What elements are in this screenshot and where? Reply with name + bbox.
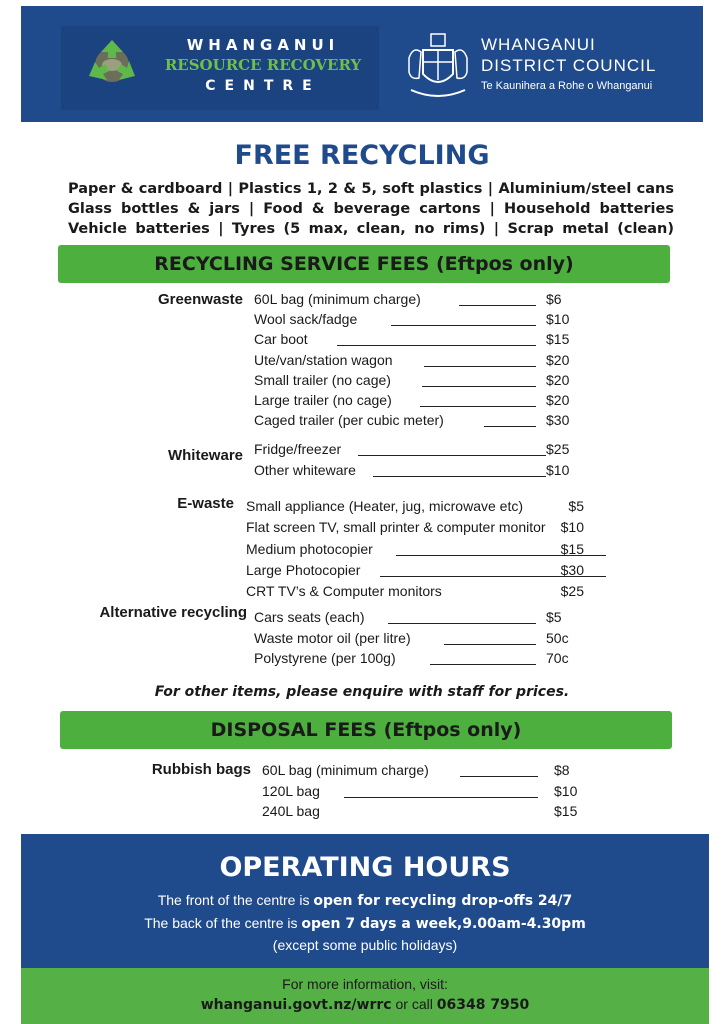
free-items-line2: Glass bottles & jars | Food & beverage cartons | Household batteries [68, 201, 674, 217]
leader-line [344, 797, 538, 798]
price-row-label: Car boot [254, 331, 308, 348]
price-row [262, 803, 662, 821]
leader-line [391, 325, 536, 326]
price-row-value: $25 [546, 441, 570, 457]
price-row-label: Polystyrene (per 100g) [254, 650, 396, 666]
resource-recovery-centre-logo [61, 26, 379, 110]
price-row-label: Caged trailer (per cubic meter) [254, 412, 444, 429]
price-row-value: $20 [546, 351, 570, 368]
leader-line [337, 345, 536, 346]
price-row-value: $10 [546, 311, 570, 328]
leader-line [373, 476, 546, 477]
price-row-value: $30 [546, 412, 570, 429]
leader-line [422, 386, 536, 387]
rrc-name-line1: WHANGANUI [186, 36, 340, 54]
price-row [262, 762, 662, 780]
price-row-label: Medium photocopier [246, 540, 373, 557]
hours-line2-prefix: The back of the centre is [144, 915, 298, 931]
price-row-label: Large trailer (no cage) [254, 392, 392, 408]
operating-hours-title: OPERATING HOURS [219, 852, 511, 883]
price-row-value: 50c [546, 629, 569, 646]
council-maori-name: Te Kaunihera a Rohe o Whanganui [481, 80, 653, 92]
footer-url-link[interactable]: whanganui.govt.nz/wrrc [200, 997, 392, 1013]
price-row-value: $25 [560, 583, 584, 600]
greenwaste-label: Greenwaste [157, 291, 243, 308]
price-row-label: Fridge/freezer [254, 441, 342, 457]
price-row-label: 60L bag (minimum charge) [254, 291, 421, 307]
recycle-icon [83, 36, 141, 94]
free-recycling-title: FREE RECYCLING [234, 140, 490, 171]
operating-hours-panel [21, 834, 709, 968]
price-row-label: Wool sack/fadge [254, 311, 358, 328]
price-row-label: Other whiteware [254, 462, 356, 478]
price-row-value: $30 [560, 561, 584, 578]
price-row [254, 331, 654, 349]
price-row-value: $15 [554, 803, 578, 819]
leader-line [460, 776, 538, 777]
footer-line2 [21, 996, 709, 1013]
leader-line [484, 426, 536, 427]
price-row-value: $5 [546, 609, 562, 625]
leader-line [459, 305, 536, 306]
price-row [254, 291, 654, 309]
price-row-label: Flat screen TV, small printer & computer monitor [246, 519, 546, 536]
free-items-line1: Paper & cardboard | Plastics 1, 2 & 5, soft plastics | Aluminium/steel cans [68, 181, 674, 197]
council-name-line2: DISTRICT COUNCIL [481, 56, 657, 75]
price-row-value: $10 [554, 782, 578, 799]
price-row-value: $6 [546, 291, 562, 307]
price-row [262, 783, 662, 801]
hours-line2 [21, 915, 709, 932]
council-name [481, 34, 656, 76]
price-row-label: Large Photocopier [246, 561, 361, 578]
price-row-value: $8 [554, 762, 570, 778]
price-row-value: $15 [546, 331, 570, 348]
price-row-value: $5 [568, 498, 584, 514]
price-row [254, 630, 654, 648]
price-row-label: Cars seats (each) [254, 609, 365, 625]
price-row [246, 519, 646, 537]
footer-or-call: or call [395, 996, 433, 1012]
price-row-label: Small appliance (Heater, jug, microwave etc) [246, 498, 524, 514]
price-row [254, 441, 654, 459]
price-row-label: 60L bag (minimum charge) [262, 762, 429, 778]
price-row [254, 650, 654, 668]
price-row [254, 392, 654, 410]
rrc-name-line2: RESOURCE RECOVERY [164, 56, 362, 74]
price-row-value: $10 [546, 462, 570, 478]
leader-line [424, 366, 536, 367]
hours-line3: (except some public holidays) [272, 937, 458, 953]
free-items-line3: Vehicle batteries | Tyres (5 max, clean, no rims) | Scrap metal (clean) [68, 221, 674, 237]
leader-line [444, 644, 536, 645]
price-row-value: 70c [546, 650, 569, 666]
price-row [246, 541, 646, 559]
hours-line1 [21, 892, 709, 909]
price-row-label: Ute/van/station wagon [254, 351, 393, 368]
header-banner [21, 6, 703, 122]
price-row [254, 372, 654, 390]
service-fees-heading: RECYCLING SERVICE FEES (Eftpos only) [58, 245, 670, 283]
leader-line [358, 455, 546, 456]
price-row [254, 311, 654, 329]
price-row-label: 120L bag [262, 782, 320, 799]
price-row [246, 562, 646, 580]
price-row [254, 462, 654, 480]
leader-line [420, 406, 536, 407]
whiteware-label: Whiteware [167, 447, 243, 464]
price-row [254, 412, 654, 430]
price-row-value: $20 [546, 371, 570, 388]
price-row [246, 498, 646, 516]
footer-line1: For more information, visit: [282, 976, 448, 992]
price-row-value: $20 [546, 392, 570, 408]
price-row-label: Waste motor oil (per litre) [254, 629, 411, 646]
enquire-note: For other items, please enquire with staff for prices. [154, 684, 570, 700]
rrc-name-line3: CENTRE [205, 78, 321, 94]
price-row [246, 583, 646, 601]
disposal-fees-heading: DISPOSAL FEES (Eftpos only) [60, 711, 672, 749]
leader-line [388, 623, 536, 624]
footer-panel [21, 968, 709, 1024]
price-row-value: $15 [560, 540, 584, 557]
price-row [254, 352, 654, 370]
council-name-line1: WHANGANUI [481, 35, 596, 54]
ewaste-label: E-waste [177, 495, 234, 512]
leader-line [430, 664, 536, 665]
price-row-label: CRT TV’s & Computer monitors [246, 583, 442, 600]
price-row-label: Small trailer (no cage) [254, 371, 391, 388]
alternative-recycling-label: Alternative recycling [99, 604, 247, 621]
rubbish-bags-label: Rubbish bags [151, 761, 251, 778]
footer-phone[interactable]: 06348 7950 [436, 997, 530, 1013]
hours-line1-bold: open for recycling drop-offs 24/7 [313, 893, 573, 909]
hours-line2-bold: open 7 days a week,9.00am-4.30pm [301, 916, 586, 932]
council-crest-icon [403, 28, 473, 104]
price-row-value: $10 [560, 519, 584, 536]
price-row-label: 240L bag [262, 803, 320, 819]
hours-line1-prefix: The front of the centre is [157, 892, 310, 908]
price-row [254, 609, 654, 627]
